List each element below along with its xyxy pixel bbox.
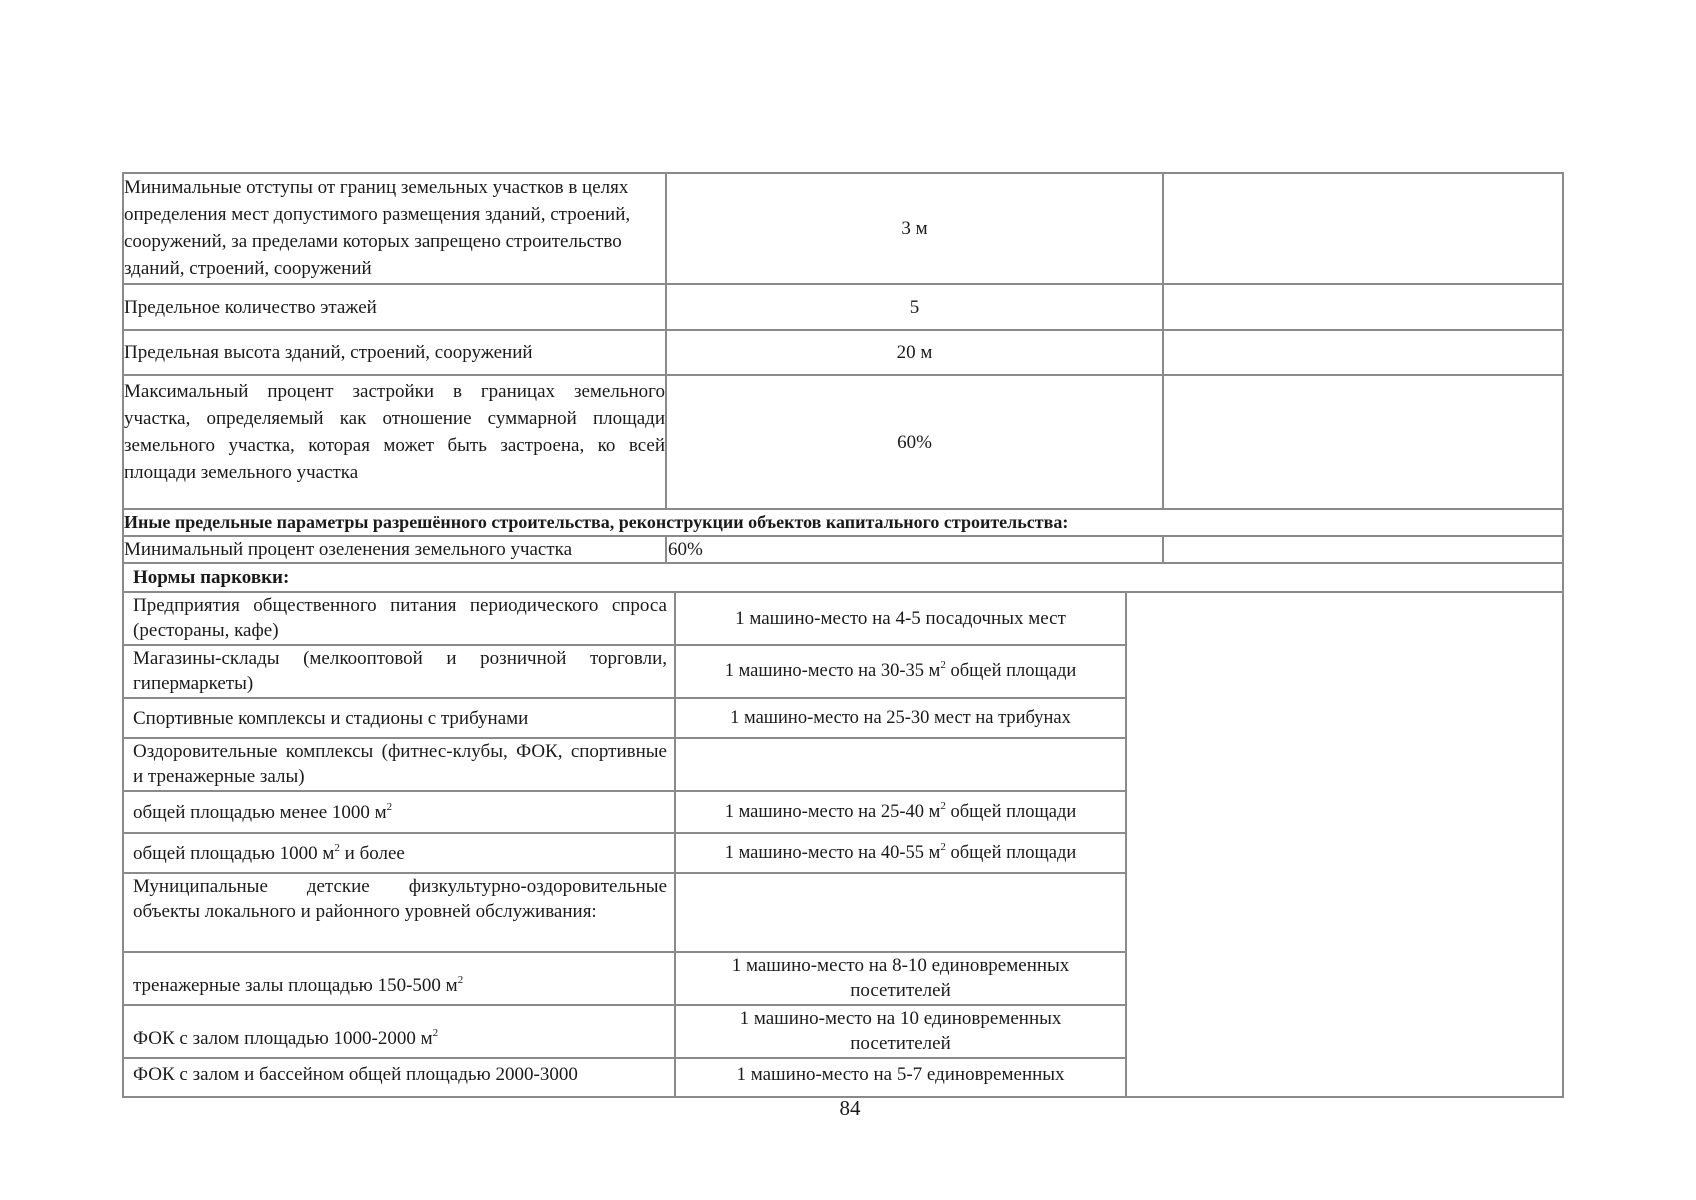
other-params-header: Иные предельные параметры разрешённого строительства, реконструкции объектов капитального строительства:: [124, 512, 1069, 532]
parking-name-fitness-complexes: Оздоровительные комплексы (фитнес-клубы, ФОК, спортивные и тренажерные залы): [133, 741, 667, 787]
parking-name-area-under-1000: общей площадью менее 1000 $м^2$: [133, 800, 393, 823]
parking-norm-fok-hall: 1 машино-место на 10 единовременных посетителей: [739, 1008, 1062, 1054]
param-min-setbacks: Минимальные отступы от границ земельных участков в целях определения мест допустимого размещения зданий, строений, сооружений, за пределами которых запрещено строительство зданий, строений, сооружений: [124, 177, 631, 279]
value-min-greening: 60%: [668, 539, 703, 560]
parking-name-warehouse-stores: Магазины-склады (мелкооптовой и розничной торговли, гипермаркеты): [133, 648, 667, 694]
parking-header: Нормы парковки:: [133, 567, 290, 588]
value-min-setbacks: 3 м: [901, 218, 928, 239]
parking-norm-warehouse-stores: 1 машино-место на 30-35 $м^2$ общей площади: [724, 659, 1077, 681]
param-max-floors: Предельное количество этажей: [124, 296, 377, 318]
parking-norm-gyms: 1 машино-место на 8-10 единовременных посетителей: [731, 955, 1070, 1001]
param-min-greening: Минимальный процент озеленения земельного участка: [124, 539, 573, 560]
parking-name-fok-hall: ФОК с залом площадью 1000-2000 $м^2$: [133, 1027, 439, 1049]
parking-norm-municipal-sports: [676, 874, 1125, 951]
parking-norm-fitness-complexes: [676, 739, 1125, 790]
parking-norm-stadiums: 1 машино-место на 25-30 мест на трибунах: [730, 707, 1071, 728]
parking-name-catering: Предприятия общественного питания периодического спроса (рестораны, кафе): [133, 595, 667, 641]
parking-name-stadiums: Спортивные комплексы и стадионы с трибунами: [133, 707, 529, 729]
parking-name-area-1000-plus: общей площадью 1000 $м^2$ и более: [133, 841, 405, 864]
parking-norm-catering: 1 машино-место на 4-5 посадочных мест: [735, 608, 1066, 629]
value-max-coverage: 60%: [897, 431, 932, 453]
parking-name-fok-pool: ФОК с залом и бассейном общей площадью 2000-3000: [133, 1064, 578, 1085]
value-max-floors: 5: [909, 296, 920, 318]
parking-norm-area-under-1000: 1 машино-место на 25-40 $м^2$ общей площади: [724, 799, 1077, 822]
parking-name-municipal-sports: Муниципальные детские физкультурно-оздоровительные объекты локального и районного уровней обслуживания:: [133, 876, 667, 922]
page-number: 84: [839, 1096, 861, 1120]
parking-norm-area-1000-plus: 1 машино-место на 40-55 $м^2$ общей площади: [724, 840, 1077, 863]
parking-norm-fok-pool: 1 машино-место на 5-7 единовременных: [736, 1064, 1065, 1085]
parking-name-gyms: тренажерные залы площадью 150-500 $м^2$: [133, 974, 464, 996]
param-max-height: Предельная высота зданий, строений, сооружений: [124, 342, 533, 363]
value-max-height: 20 м: [896, 342, 933, 363]
param-max-coverage: Максимальный процент застройки в границах земельного участка, определяемый как отношение суммарной площади земельного участка, которая может быть застроена, ко всей площади земельного участка: [124, 381, 665, 483]
